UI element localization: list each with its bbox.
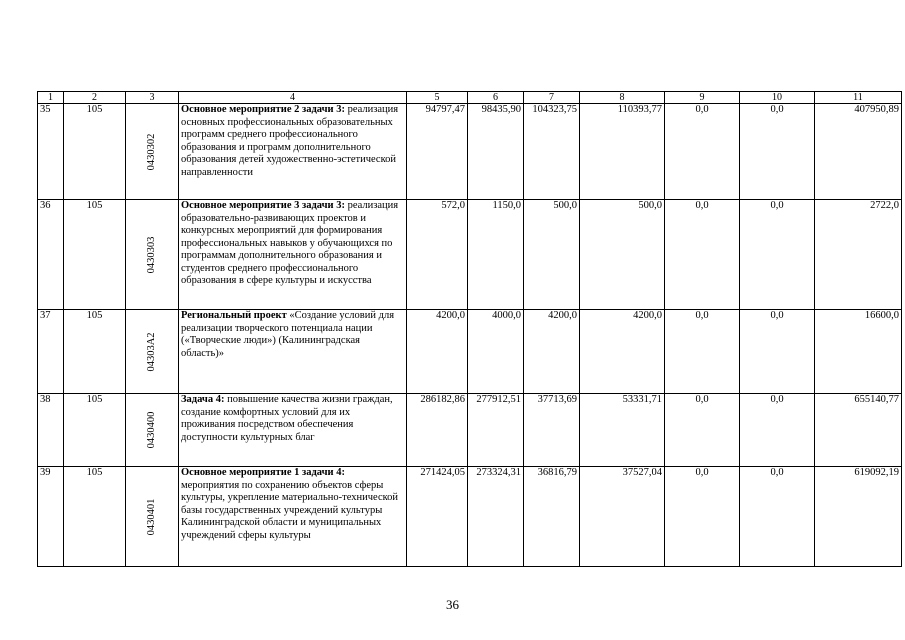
- description-text: мероприятия по сохранению объектов сферы культуры, укрепление материально-технической базы государственных учреждений культуры Калининградской области и муниципальных учреждений сферы культуры: [181, 479, 399, 541]
- value-col-7: 104323,75: [524, 104, 580, 200]
- column-2-cell: 105: [64, 200, 126, 310]
- value-col-6: 1150,0: [468, 200, 524, 310]
- column-header: 2: [64, 92, 126, 104]
- description-cell: [179, 310, 407, 394]
- value-col-8: 110393,77: [580, 104, 665, 200]
- column-2-cell: 105: [64, 467, 126, 567]
- row-number-cell: 36: [38, 200, 64, 310]
- value-col-10: 0,0: [740, 394, 815, 467]
- value-col-11: 407950,89: [815, 104, 902, 200]
- value-col-11: 16600,0: [815, 310, 902, 394]
- value-col-6: 4000,0: [468, 310, 524, 394]
- row-number-cell: 37: [38, 310, 64, 394]
- budget-table-sheet: [37, 91, 902, 567]
- budget-table: [37, 91, 902, 567]
- description-heading: Основное мероприятие 1 задачи 4:: [181, 467, 345, 478]
- row-number-cell: 38: [38, 394, 64, 467]
- value-col-6: 98435,90: [468, 104, 524, 200]
- description-cell: [179, 394, 407, 467]
- value-col-7: 4200,0: [524, 310, 580, 394]
- table-row: [38, 200, 902, 310]
- column-2-cell: 105: [64, 310, 126, 394]
- value-col-9: 0,0: [665, 104, 740, 200]
- value-col-11: 619092,19: [815, 467, 902, 567]
- table-row: [38, 394, 902, 467]
- column-header: 3: [126, 92, 179, 104]
- value-col-11: 655140,77: [815, 394, 902, 467]
- table-header-row: [38, 92, 902, 104]
- value-col-5: 286182,86: [407, 394, 468, 467]
- code-text: 0430303: [145, 236, 157, 273]
- description-heading: Региональный проект: [181, 310, 287, 321]
- value-col-5: 572,0: [407, 200, 468, 310]
- code-cell: [126, 467, 179, 567]
- code-text: 04303A2: [145, 331, 157, 372]
- column-header: 10: [740, 92, 815, 104]
- value-col-10: 0,0: [740, 200, 815, 310]
- table-row: [38, 104, 902, 200]
- code-cell: [126, 310, 179, 394]
- row-number-cell: 35: [38, 104, 64, 200]
- description-cell: [179, 467, 407, 567]
- code-text: 0430302: [145, 133, 157, 170]
- value-col-6: 277912,51: [468, 394, 524, 467]
- description-text: «Создание условий для реализации творческого потенциала нации («Творческие люди») (Калининградская область)»: [181, 310, 395, 359]
- column-header: 1: [38, 92, 64, 104]
- value-col-5: 271424,05: [407, 467, 468, 567]
- value-col-7: 36816,79: [524, 467, 580, 567]
- column-header: 7: [524, 92, 580, 104]
- value-col-10: 0,0: [740, 104, 815, 200]
- code-cell: [126, 200, 179, 310]
- code-text: 0430400: [145, 411, 157, 449]
- column-header: 4: [179, 92, 407, 104]
- value-col-10: 0,0: [740, 310, 815, 394]
- description-text: повышение качества жизни граждан, создание комфортных условий для их проживания посредством обеспечения доступности культурных благ: [181, 394, 393, 443]
- column-header: 8: [580, 92, 665, 104]
- value-col-7: 37713,69: [524, 394, 580, 467]
- page-number: 36: [446, 597, 459, 612]
- value-col-8: 4200,0: [580, 310, 665, 394]
- value-col-8: 53331,71: [580, 394, 665, 467]
- value-col-9: 0,0: [665, 394, 740, 467]
- value-col-9: 0,0: [665, 310, 740, 394]
- column-2-cell: 105: [64, 104, 126, 200]
- value-col-9: 0,0: [665, 200, 740, 310]
- column-header: 9: [665, 92, 740, 104]
- table-row: [38, 467, 902, 567]
- value-col-8: 37527,04: [580, 467, 665, 567]
- description-heading: Основное мероприятие 3 задачи 3:: [181, 200, 345, 211]
- value-col-6: 273324,31: [468, 467, 524, 567]
- value-col-8: 500,0: [580, 200, 665, 310]
- value-col-11: 2722,0: [815, 200, 902, 310]
- value-col-5: 4200,0: [407, 310, 468, 394]
- column-header: 11: [815, 92, 902, 104]
- value-col-5: 94797,47: [407, 104, 468, 200]
- value-col-9: 0,0: [665, 467, 740, 567]
- code-text: 0430401: [145, 498, 157, 535]
- description-text: реализация образовательно-развивающих проектов и конкурсных мероприятий для формирования профессиональных навыков у обучающихся по программам дополнительного образования и студентов среднего профессионального образования в сфере культуры и искусства: [181, 200, 399, 286]
- description-heading: Задача 4:: [181, 394, 225, 405]
- value-col-7: 500,0: [524, 200, 580, 310]
- column-header: 6: [468, 92, 524, 104]
- description-cell: [179, 200, 407, 310]
- row-number-cell: 39: [38, 467, 64, 567]
- description-cell: [179, 104, 407, 200]
- description-heading: Основное мероприятие 2 задачи 3:: [181, 104, 345, 115]
- column-header: 5: [407, 92, 468, 104]
- code-cell: [126, 104, 179, 200]
- column-2-cell: 105: [64, 394, 126, 467]
- description-text: реализация основных профессиональных образовательных программ среднего профессионального образования и программ дополнительного образования детей художественно-эстетической направленности: [181, 104, 399, 178]
- value-col-10: 0,0: [740, 467, 815, 567]
- code-cell: [126, 394, 179, 467]
- table-row: [38, 310, 902, 394]
